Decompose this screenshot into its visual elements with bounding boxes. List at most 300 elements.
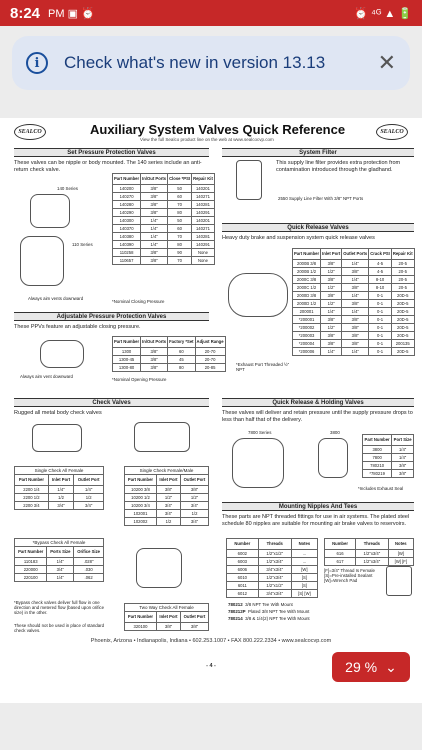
- th: In/Out Ports: [141, 337, 168, 348]
- table-row: [113, 185, 215, 193]
- th: Part Number: [293, 249, 321, 260]
- cell: 3/8": [321, 276, 342, 284]
- cell: 616: [325, 550, 356, 558]
- cell: 3/8": [392, 462, 414, 470]
- section-quick-release-holding: Quick Release & Holding Valves: [222, 398, 414, 407]
- cell: [W]: [291, 566, 317, 574]
- cell: 1/2"x1/2": [258, 582, 291, 590]
- cell: 320100: [125, 623, 157, 631]
- cell: 0-1: [369, 300, 392, 308]
- cell: 0-1: [369, 340, 392, 348]
- th: Close *PSI: [168, 174, 192, 185]
- cell: 3/8": [141, 249, 168, 257]
- cell: 3/8": [342, 300, 369, 308]
- check-female-table: [14, 474, 104, 510]
- cell: 140281: [192, 233, 215, 241]
- cell: 1/4": [141, 225, 168, 233]
- th: Notes: [388, 539, 413, 550]
- cell: 20D-5: [391, 300, 414, 308]
- cell: 2000C 3/8: [293, 276, 321, 284]
- cell: 1/4": [47, 558, 74, 566]
- th: Part Number: [113, 337, 141, 348]
- cell: 140390: [113, 241, 141, 249]
- cell: 7800: [363, 454, 392, 462]
- cell: 3/8": [156, 623, 180, 631]
- cell: 3/4"x3/4": [258, 566, 291, 574]
- th: Part Number: [125, 612, 157, 623]
- cell: 3/8": [392, 470, 414, 478]
- tee-desc: 3/8 NPT Tee With Mount: [245, 602, 293, 607]
- cell: 220100: [15, 574, 47, 582]
- th: Part Number: [15, 547, 47, 558]
- cell: 110258: [113, 249, 141, 257]
- cell: 1/2"x3/4": [356, 550, 389, 558]
- section-system-filter: System Filter: [222, 148, 414, 157]
- cell: 3/4": [156, 510, 180, 518]
- cell: 140271: [192, 225, 215, 233]
- cell: 2200 1/2: [15, 494, 49, 502]
- th: Inlet Port: [48, 475, 73, 486]
- cell: 1/4": [321, 308, 342, 316]
- cell: 3/8": [141, 201, 168, 209]
- table-row: [293, 324, 415, 332]
- table-row: [15, 486, 104, 494]
- caption-bypass: *Bypass Check All Female: [14, 538, 104, 547]
- th: Part Number: [125, 475, 157, 486]
- cell: 0-1: [369, 316, 392, 324]
- table-row: [113, 356, 226, 364]
- table-row: [363, 454, 414, 462]
- sealco-logo-left: SEALCO: [14, 124, 46, 140]
- opening-pressure-note: *Nominal Opening Pressure: [112, 377, 167, 382]
- cell: *200006: [293, 348, 321, 356]
- cell: 1/4": [74, 486, 104, 494]
- table-row: [125, 518, 209, 526]
- document-page: [0, 118, 422, 703]
- cell: 1/2": [321, 300, 342, 308]
- cell: .028": [74, 558, 104, 566]
- adjustable-desc: These PPVs feature an adjustable closing pressure.: [14, 324, 141, 330]
- cell: 1/2"x1/2": [258, 550, 291, 558]
- cell: 3/8": [342, 284, 369, 292]
- banner-message[interactable]: Check what's new in version 13.13: [64, 53, 326, 72]
- table-row: [325, 558, 414, 566]
- table-row: [113, 225, 215, 233]
- cell: 70: [168, 257, 192, 265]
- cell: 1300: [113, 348, 141, 356]
- cell: *780219: [363, 470, 392, 478]
- cell: 1/4": [392, 446, 414, 454]
- holding-7800-image: [232, 438, 284, 488]
- cell: 2200 3/4: [15, 502, 49, 510]
- table-row: [227, 558, 318, 566]
- check-female-male-image: [134, 422, 190, 452]
- cell: 3/4": [47, 566, 74, 574]
- cell: 780210: [363, 462, 392, 470]
- cell: 3/8": [141, 257, 168, 265]
- cell: 1/2": [181, 494, 209, 502]
- table-row: [113, 201, 215, 209]
- vent-note: Always aim vents downward: [28, 296, 84, 301]
- set-pressure-table: [112, 173, 215, 265]
- two-way-table: [124, 611, 209, 631]
- table-row: [15, 558, 104, 566]
- cell: 0-1: [369, 348, 392, 356]
- table-row: [293, 260, 415, 268]
- bypass-table: [14, 546, 104, 582]
- cell: [S]: [291, 574, 317, 582]
- cell: 140270: [113, 193, 141, 201]
- cell: 3/4": [181, 518, 209, 526]
- table-row: [227, 590, 318, 598]
- th: Threads: [356, 539, 389, 550]
- cell: *200004: [293, 340, 321, 348]
- th: Number: [227, 539, 259, 550]
- table-row: [227, 582, 318, 590]
- quick-release-desc: Heavy duty brake and suspension system quick release valves: [222, 235, 375, 241]
- cell: 20D-5: [391, 348, 414, 356]
- status-right-icons: ⏰ ⁴ᴳ ▲ 🔋: [354, 7, 412, 20]
- nipples-legend: [F]=3/4" Thread Is Female [S]=Pre-installed Sealant [W]=Wrench Pad: [324, 568, 375, 584]
- th: Outlet Ports: [342, 249, 369, 260]
- qrh-table: [362, 434, 414, 478]
- two-way-check-image: [136, 548, 182, 588]
- bypass-note: *Bypass check valves deliver full flow in one direction and metered flow (based upon orifice size) in the other.: [14, 600, 105, 616]
- cell: 3/8": [141, 356, 168, 364]
- th: Port Size: [392, 435, 414, 446]
- cell: 140291: [192, 209, 215, 217]
- caption-single-female: Single Check All Female: [14, 466, 104, 475]
- whats-new-banner[interactable]: [12, 36, 410, 90]
- cell: 2000C 1/2: [293, 284, 321, 292]
- footer-contact: Phoenix, Arizona • Indianapolis, Indiana • 602.253.1007 • FAX 800.222.2334 • www.sealcocvp.com: [90, 638, 332, 644]
- table-row: [125, 494, 209, 502]
- valve-110-image: [20, 236, 64, 286]
- th: Inlet Port: [156, 475, 180, 486]
- closing-pressure-note: *Nominal Closing Pressure: [112, 299, 165, 304]
- tee-number: 780212P: [228, 609, 246, 614]
- table-row: [15, 502, 104, 510]
- cell: 1/4": [321, 348, 342, 356]
- section-mounting-nipples: Mounting Nipples And Tees: [222, 502, 414, 511]
- check-female-image: [32, 424, 82, 452]
- cell: 3/8": [141, 364, 168, 372]
- cell: 2000D 3/8: [293, 292, 321, 300]
- filter-item: 2550 Supply Line Filter With 3/8" NPT Ports: [278, 196, 364, 201]
- table-row: [293, 300, 415, 308]
- cell: ...: [291, 550, 317, 558]
- table-row: [125, 510, 209, 518]
- page-title: Auxiliary System Valves Quick Reference: [90, 122, 346, 137]
- zoom-indicator[interactable]: [332, 652, 410, 682]
- th: Notes: [291, 539, 317, 550]
- cell: .062: [74, 574, 104, 582]
- cell: 1/4": [141, 217, 168, 225]
- table-row: [227, 566, 318, 574]
- cell: 1/2": [321, 324, 342, 332]
- cell: 3/8": [342, 324, 369, 332]
- cell: 80: [168, 364, 195, 372]
- cell: 110183: [15, 558, 47, 566]
- cell: .030: [74, 566, 104, 574]
- filter-desc: This supply line filter provides extra protection from contamination introduced through the gladhand.: [276, 160, 401, 173]
- cell: 20-70: [195, 356, 225, 364]
- th: Part Number: [363, 435, 392, 446]
- th: Inlet Port: [156, 612, 180, 623]
- cell: 3/4": [48, 502, 73, 510]
- cell: 20D-5: [391, 324, 414, 332]
- table-row: [113, 364, 226, 372]
- table-row: [293, 348, 415, 356]
- cell: 3800: [363, 446, 392, 454]
- cell: 3/8": [141, 348, 168, 356]
- cell: 20-5: [391, 276, 414, 284]
- sealco-logo-right: SEALCO: [376, 124, 408, 140]
- cell: 3/4": [156, 502, 180, 510]
- cell: 140201: [192, 185, 215, 193]
- section-adjustable-pressure: Adjustable Pressure Protection Valves: [14, 312, 209, 321]
- cell: 6002: [227, 550, 259, 558]
- cell: 70: [168, 233, 192, 241]
- tee-desc: Plated 3/8 NPT Tee With Mount: [248, 609, 310, 614]
- table-row: [15, 566, 104, 574]
- tee-row: [228, 609, 418, 614]
- table-row: [293, 276, 415, 284]
- cell: 3/8": [321, 340, 342, 348]
- th: Ports Size: [47, 547, 74, 558]
- table-row: [363, 446, 414, 454]
- adjustable-vent-note: Always aim vent downward: [20, 374, 73, 379]
- cell: 140380: [113, 233, 141, 241]
- table-row: [15, 494, 104, 502]
- exhaust-note: *Exhaust Port Threaded ½" NPT: [236, 362, 290, 373]
- cell: 2000B 1/2: [293, 268, 321, 276]
- table-row: [363, 470, 414, 478]
- cell: 3/4": [181, 502, 209, 510]
- cell: 45: [168, 356, 195, 364]
- cell: 20D-5: [391, 316, 414, 324]
- nipples-table-b: [324, 538, 414, 566]
- th: Threads: [258, 539, 291, 550]
- cell: 70: [168, 201, 192, 209]
- cell: 50: [168, 217, 192, 225]
- cell: None: [192, 257, 215, 265]
- cell: 6011: [227, 582, 259, 590]
- cell: 140370: [113, 225, 141, 233]
- cell: 3/4"x3/4": [258, 590, 291, 598]
- label-140-series: 140 Series: [57, 186, 78, 191]
- section-set-pressure: Set Pressure Protection Valves: [14, 148, 209, 157]
- cell: 80: [168, 209, 192, 217]
- cell: 3/8": [321, 292, 342, 300]
- cell: 90: [168, 249, 192, 257]
- caption-two-way: Two Way Check All Female: [124, 603, 209, 612]
- cell: 140201: [192, 217, 215, 225]
- table-row: [125, 623, 209, 631]
- cell: 2000B 3/8: [293, 260, 321, 268]
- table-row: [227, 550, 318, 558]
- cell: 3/8": [342, 268, 369, 276]
- cell: 1/4": [141, 233, 168, 241]
- cell: *200001: [293, 316, 321, 324]
- table-row: [293, 332, 415, 340]
- cell: 10200 1/2: [125, 494, 157, 502]
- table-row: [113, 257, 215, 265]
- table-row: [113, 209, 215, 217]
- section-quick-release: Quick Release Valves: [222, 223, 414, 232]
- close-icon[interactable]: ✕: [377, 50, 396, 75]
- cell: 0-1: [369, 308, 392, 316]
- tee-image: [386, 566, 412, 596]
- chevron-down-icon[interactable]: ⌄: [385, 658, 397, 675]
- cell: 3/4": [74, 502, 104, 510]
- adjustable-valve-image: [40, 340, 84, 368]
- cell: 1/2: [48, 494, 73, 502]
- table-row: [113, 193, 215, 201]
- cell: [W]: [388, 550, 413, 558]
- caption-single-female-male: Single Check Female/Male: [124, 466, 209, 475]
- cell: 140290: [113, 209, 141, 217]
- cell: 8-10: [369, 284, 392, 292]
- check-desc: Rugged all metal body check valves: [14, 410, 102, 416]
- adjustable-table: [112, 336, 226, 372]
- label-7800: 7800 Series: [248, 430, 272, 435]
- tee-row: [228, 616, 418, 621]
- cell: 617: [325, 558, 356, 566]
- table-row: [293, 340, 415, 348]
- cell: 1/4": [342, 308, 369, 316]
- cell: 20-5: [391, 284, 414, 292]
- cell: 6012: [227, 590, 259, 598]
- table-row: [113, 233, 215, 241]
- cell: 4-5: [369, 268, 392, 276]
- exhaust-seal-note: *Includes Exhaust Seal: [358, 486, 404, 491]
- status-bar: [0, 0, 422, 26]
- cell: 140200: [113, 185, 141, 193]
- cell: 3/8": [181, 486, 209, 494]
- th: Part Number: [113, 174, 141, 185]
- cell: [W] [F]: [388, 558, 413, 566]
- nipples-table-a: [226, 538, 318, 598]
- cell: 1/2: [181, 510, 209, 518]
- cell: 60: [168, 348, 195, 356]
- cell: 20-70: [195, 348, 225, 356]
- table-row: [125, 486, 209, 494]
- cell: 200135: [391, 340, 414, 348]
- th: Outlet Port: [181, 612, 209, 623]
- cell: 60: [168, 225, 192, 233]
- table-row: [293, 316, 415, 324]
- set-pressure-desc: These valves can be nipple or body mounted. The 140 series include an anti-return check valve.: [14, 160, 202, 173]
- cell: 1/2: [156, 518, 180, 526]
- cell: 200001: [293, 308, 321, 316]
- cell: 3/8": [342, 316, 369, 324]
- cell: 1/4": [47, 574, 74, 582]
- label-3800: 3800: [330, 430, 340, 435]
- table-row: [113, 241, 215, 249]
- tee-number: 780212: [228, 602, 243, 607]
- cell: 3/8": [321, 316, 342, 324]
- cell: 1/2": [321, 284, 342, 292]
- qrh-desc: These valves will deliver and retain pressure until the supply pressure drops to less than half that of the delivery.: [222, 410, 413, 423]
- table-row: [227, 574, 318, 582]
- cell: 1/4": [48, 486, 73, 494]
- cell: 0-1: [369, 332, 392, 340]
- cell: 20-85: [195, 364, 225, 372]
- cell: 3/8": [156, 486, 180, 494]
- cell: 0-1: [369, 324, 392, 332]
- filter-image: [236, 160, 262, 200]
- th: Number: [325, 539, 356, 550]
- table-row: [293, 308, 415, 316]
- cell: 140291: [192, 241, 215, 249]
- cell: 3/8": [342, 332, 369, 340]
- table-row: [113, 348, 226, 356]
- cell: 2000D 1/2: [293, 300, 321, 308]
- cell: 6010: [227, 574, 259, 582]
- section-check-valves: Check Valves: [14, 398, 209, 407]
- cell: 140280: [113, 201, 141, 209]
- label-110-series: 110 Series: [72, 242, 93, 247]
- cell: 6003: [227, 558, 259, 566]
- th: Repair Kit: [391, 249, 414, 260]
- cell: 8-10: [369, 276, 392, 284]
- table-row: [293, 292, 415, 300]
- cell: 3/8": [342, 340, 369, 348]
- cell: 1/4": [342, 276, 369, 284]
- valve-140-image: [30, 194, 70, 228]
- cell: 3/8": [321, 332, 342, 340]
- table-row: [293, 268, 415, 276]
- cell: 1/2: [74, 494, 104, 502]
- cell: 10200 3/4: [125, 502, 157, 510]
- tee-desc: 3/8 & 1/4(2) NPT Tee With Mount: [245, 616, 310, 621]
- th: Outlet Port: [74, 475, 104, 486]
- th: In/Out Ports: [141, 174, 168, 185]
- th: Crack PSI: [369, 249, 392, 260]
- cell: 3/8": [141, 185, 168, 193]
- cell: 20-5: [391, 260, 414, 268]
- table-row: [113, 217, 215, 225]
- cell: 102002: [125, 518, 157, 526]
- cell: 1/4": [392, 454, 414, 462]
- th: Orifice Size: [74, 547, 104, 558]
- cell: 1/2": [321, 268, 342, 276]
- cell: 140281: [192, 201, 215, 209]
- cell: 1300-80: [113, 364, 141, 372]
- page-number: - 4 -: [206, 663, 216, 669]
- tee-number: 780214: [228, 616, 243, 621]
- page-subtitle: View the full Sealco product line on the web at www.sealcocvp.com: [140, 137, 274, 142]
- cell: None: [192, 249, 215, 257]
- cell: *200003: [293, 332, 321, 340]
- cell: 1/2"x3/4": [258, 574, 291, 582]
- table-row: [293, 284, 415, 292]
- cell: 0-1: [369, 292, 392, 300]
- cell: 3/8": [321, 260, 342, 268]
- cell: 1/2"x3/4": [356, 558, 389, 566]
- status-left-icons: PM ▣ ⏰: [48, 7, 95, 20]
- info-icon: i: [26, 52, 48, 74]
- th: Factory *Set: [168, 337, 195, 348]
- cell: *200002: [293, 324, 321, 332]
- check-female-male-table: [124, 474, 209, 526]
- clock: 8:24: [10, 4, 41, 22]
- tee-row: [228, 602, 418, 607]
- bypass-note-2: These should not be used in place of standard check valves.: [14, 623, 105, 634]
- cell: 3/8": [141, 209, 168, 217]
- cell: 10200 3/8: [125, 486, 157, 494]
